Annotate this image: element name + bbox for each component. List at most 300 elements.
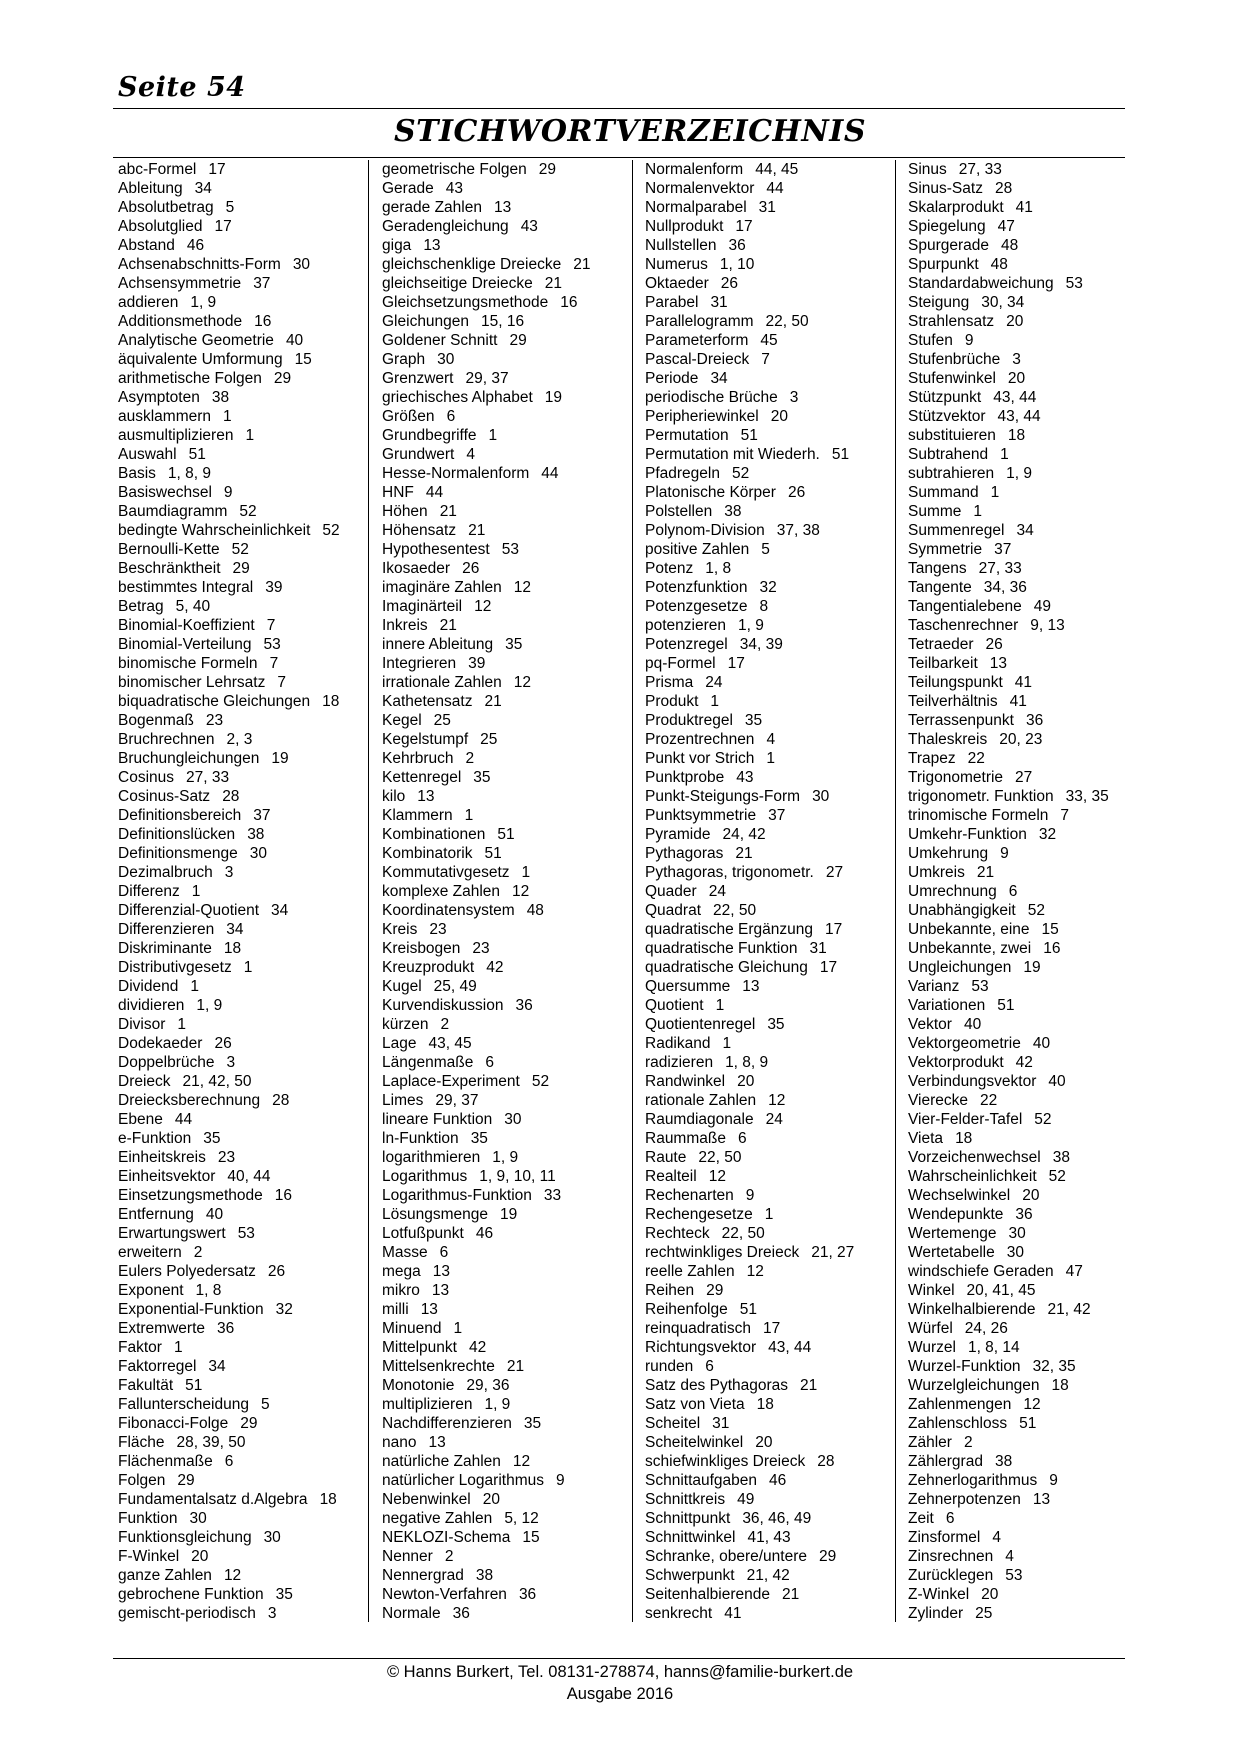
page-reference: 1 [766, 750, 776, 767]
index-term: mega [382, 1263, 421, 1280]
index-entry [908, 597, 1170, 616]
index-term: Funktionsgleichung [118, 1529, 252, 1546]
index-entry [645, 958, 907, 977]
index-entry [382, 293, 644, 312]
page-reference: 27 [825, 864, 844, 881]
page-reference: 6 [705, 1358, 714, 1375]
page-reference: 9, 13 [1030, 617, 1065, 634]
index-term: natürlicher Logarithmus [382, 1472, 544, 1489]
footer-copyright: © Hanns Burkert, Tel. 08131-278874, hanns@familie-burkert.de [386, 1663, 854, 1681]
index-entry [382, 1015, 644, 1034]
index-term: Stützpunkt [908, 389, 982, 406]
page-reference: 48 [1001, 237, 1019, 254]
page-reference: 46 [186, 237, 205, 254]
index-term: Reihenfolge [645, 1301, 728, 1318]
index-column-1 [118, 160, 380, 1623]
index-term: Vektorprodukt [908, 1054, 1004, 1071]
page-reference: 38 [1052, 1149, 1070, 1166]
index-entry [908, 1452, 1170, 1471]
page-reference: 1 [488, 427, 498, 444]
page-reference: 2 [440, 1016, 450, 1033]
page-reference: 36, 46, 49 [742, 1510, 812, 1527]
index-entry [382, 1186, 644, 1205]
index-term: Ableitung [118, 180, 183, 197]
index-entry [382, 1528, 644, 1547]
index-term: multiplizieren [382, 1396, 473, 1413]
index-term: Cosinus [118, 769, 174, 786]
index-term: lineare Funktion [382, 1111, 493, 1128]
index-entry [645, 1034, 907, 1053]
index-entry [908, 1528, 1170, 1547]
index-term: Kugel [382, 978, 422, 995]
index-entry [908, 1262, 1170, 1281]
index-term: Prozentrechnen [645, 731, 755, 748]
page-reference: 41 [1014, 674, 1033, 691]
index-entry [118, 179, 380, 198]
page-reference: 12 [746, 1263, 764, 1280]
page-reference: 1 [715, 997, 725, 1014]
index-entry [118, 236, 380, 255]
index-term: rationale Zahlen [645, 1092, 757, 1109]
index-term: Produkt [645, 693, 699, 710]
index-term: schiefwinkliges Dreieck [645, 1453, 806, 1470]
page-reference: 9 [555, 1472, 565, 1489]
index-term: Reihen [645, 1282, 695, 1299]
page-reference: 37 [253, 807, 271, 824]
index-term: Z-Winkel [908, 1586, 970, 1603]
page-reference: 39 [265, 579, 283, 596]
index-entry [645, 464, 907, 483]
index-entry [645, 293, 907, 312]
index-term: Zinsrechnen [908, 1548, 994, 1565]
index-entry [908, 1471, 1170, 1490]
index-term: Lotfußpunkt [382, 1225, 464, 1242]
index-term: Betrag [118, 598, 164, 615]
index-term: Inkreis [382, 617, 428, 634]
index-term: Grundbegriffe [382, 427, 477, 444]
index-term: Steigung [908, 294, 970, 311]
index-entry [118, 1186, 380, 1205]
page-reference: 9 [964, 332, 974, 349]
index-entry [118, 464, 380, 483]
page-reference: 38 [475, 1567, 494, 1584]
page-reference: 51 [997, 997, 1015, 1014]
page-reference: 47 [997, 218, 1015, 235]
index-entry [908, 1319, 1170, 1338]
page-reference: 1, 10 [719, 256, 755, 273]
page-reference: 17 [825, 921, 843, 938]
index-entry [645, 1167, 907, 1186]
page-reference: 3 [267, 1605, 277, 1622]
index-entry [908, 939, 1170, 958]
page-reference: 1 [191, 883, 201, 900]
index-entry [908, 1072, 1170, 1091]
index-term: Verbindungsvektor [908, 1073, 1037, 1090]
index-term: Koordinatensystem [382, 902, 515, 919]
page-reference: 21 [439, 503, 457, 520]
page-reference: 16 [274, 1187, 293, 1204]
index-term: Grundwert [382, 446, 455, 463]
index-entry [382, 1471, 644, 1490]
index-entry [908, 692, 1170, 711]
page-reference: 32 [275, 1301, 293, 1318]
page-reference: 1 [243, 959, 253, 976]
page-reference: 20 [482, 1491, 500, 1508]
index-entry [382, 939, 644, 958]
index-term: Oktaeder [645, 275, 709, 292]
page-reference: 29 [706, 1282, 724, 1299]
index-term: Taschenrechner [908, 617, 1019, 634]
index-entry [645, 1395, 907, 1414]
page-reference: 51 [1019, 1415, 1037, 1432]
page-reference: 41 [1015, 199, 1033, 216]
index-term: Zurücklegen [908, 1567, 994, 1584]
index-term: Differenzieren [118, 921, 215, 938]
index-entry [118, 920, 380, 939]
page-reference: 13 [432, 1263, 451, 1280]
index-entry [645, 654, 907, 673]
index-entry [118, 1167, 380, 1186]
page-reference: 12 [474, 598, 492, 615]
page-reference: 53 [237, 1225, 255, 1242]
page-reference: 19 [500, 1206, 518, 1223]
index-term: Vier-Felder-Tafel [908, 1111, 1023, 1128]
page-reference: 7 [269, 655, 279, 672]
index-entry [908, 635, 1170, 654]
index-term: Erwartungswert [118, 1225, 226, 1242]
index-term: Kombinationen [382, 826, 486, 843]
page-reference: 43, 44 [993, 389, 1037, 406]
page-reference: 29 [538, 161, 556, 178]
index-entry [382, 1433, 644, 1452]
index-entry [382, 407, 644, 426]
index-term: Schranke, obere/untere [645, 1548, 807, 1565]
index-term: Produktregel [645, 712, 733, 729]
page-reference: 33, 35 [1065, 788, 1109, 805]
page-reference: 22 [980, 1092, 998, 1109]
index-entry [382, 1224, 644, 1243]
index-term: Kurvendiskussion [382, 997, 504, 1014]
index-term: Raummaße [645, 1130, 726, 1147]
index-entry [645, 920, 907, 939]
index-term: bedingte Wahrscheinlichkeit [118, 522, 311, 539]
index-entry [382, 1414, 644, 1433]
page-reference: 5, 40 [175, 598, 211, 615]
index-entry [645, 863, 907, 882]
index-term: griechisches Alphabet [382, 389, 533, 406]
page-reference: 6 [945, 1510, 955, 1527]
index-term: Definitionsbereich [118, 807, 242, 824]
index-entry [382, 1566, 644, 1585]
index-entry [118, 1148, 380, 1167]
index-entry [382, 1243, 644, 1262]
index-column-4 [908, 160, 1170, 1623]
page-reference: 13 [742, 978, 760, 995]
index-entry [908, 445, 1170, 464]
index-term: Schnittwinkel [645, 1529, 736, 1546]
index-term: Kegel [382, 712, 422, 729]
page-reference: 1, 9 [484, 1396, 511, 1413]
index-entry [118, 1433, 380, 1452]
index-entry [118, 198, 380, 217]
index-term: subtrahieren [908, 465, 995, 482]
index-term: Trapez [908, 750, 956, 767]
index-entry [382, 521, 644, 540]
index-entry [382, 559, 644, 578]
index-entry [645, 160, 907, 179]
index-entry [645, 1262, 907, 1281]
index-entry [382, 1509, 644, 1528]
index-entry [118, 806, 380, 825]
index-entry [645, 445, 907, 464]
index-entry [382, 901, 644, 920]
page-reference: 23 [429, 921, 447, 938]
index-term: Radikand [645, 1035, 711, 1052]
index-entry [908, 920, 1170, 939]
index-term: dividieren [118, 997, 185, 1014]
page-reference: 19 [271, 750, 289, 767]
page-reference: 25, 49 [433, 978, 477, 995]
index-term: Basiswechsel [118, 484, 212, 501]
index-term: Achsensymmetrie [118, 275, 242, 292]
index-term: Quadrat [645, 902, 702, 919]
index-term: Kreuzprodukt [382, 959, 475, 976]
page-reference: 36 [452, 1605, 470, 1622]
index-term: positive Zahlen [645, 541, 750, 558]
index-entry [382, 578, 644, 597]
index-term: Zinsformel [908, 1529, 981, 1546]
index-term: Wurzel-Funktion [908, 1358, 1021, 1375]
page-reference: 24 [708, 883, 726, 900]
page-reference: 13 [417, 788, 435, 805]
page-reference: 3 [1012, 351, 1021, 368]
index-entry [382, 730, 644, 749]
page-reference: 52 [1034, 1111, 1052, 1128]
page-reference: 21, 42 [746, 1567, 790, 1584]
index-term: innere Ableitung [382, 636, 494, 653]
page-reference: 52 [322, 522, 340, 539]
page-reference: 27, 33 [186, 769, 230, 786]
index-entry [118, 749, 380, 768]
index-term: gleichseitige Dreiecke [382, 275, 533, 292]
page-reference: 30 [1006, 1244, 1024, 1261]
index-term: Zahlenmengen [908, 1396, 1012, 1413]
index-entry [382, 483, 644, 502]
index-entry [908, 711, 1170, 730]
index-entry [382, 1585, 644, 1604]
page-reference: 27 [1015, 769, 1033, 786]
page-reference: 21 [484, 693, 502, 710]
index-term: Potenz [645, 560, 694, 577]
index-term: Fibonacci-Folge [118, 1415, 229, 1432]
index-entry [118, 1395, 380, 1414]
index-entry [908, 293, 1170, 312]
index-term: abc-Formel [118, 161, 197, 178]
index-term: Lage [382, 1035, 417, 1052]
index-entry [118, 1281, 380, 1300]
index-entry [382, 1091, 644, 1110]
index-entry [645, 711, 907, 730]
page-reference: 36 [217, 1320, 235, 1337]
index-term: Faktorregel [118, 1358, 197, 1375]
index-entry [118, 521, 380, 540]
index-entry [645, 274, 907, 293]
page-reference: 42 [1015, 1054, 1033, 1071]
index-entry [382, 1129, 644, 1148]
index-entry [645, 1357, 907, 1376]
index-entry [382, 1604, 644, 1623]
index-term: Beschränktheit [118, 560, 221, 577]
index-entry [382, 1167, 644, 1186]
index-term: Ikosaeder [382, 560, 451, 577]
page-reference: 53 [501, 541, 519, 558]
page-reference: 20 [1022, 1187, 1040, 1204]
index-entry [908, 1091, 1170, 1110]
page-reference: 34 [194, 180, 212, 197]
index-term: Binomial-Koeffizient [118, 617, 255, 634]
index-entry [118, 673, 380, 692]
index-term: Summand [908, 484, 979, 501]
index-entry [645, 597, 907, 616]
index-entry [908, 426, 1170, 445]
index-entry [908, 1395, 1170, 1414]
index-entry [908, 1205, 1170, 1224]
index-entry [645, 730, 907, 749]
page-reference: 7 [277, 674, 286, 691]
index-entry [382, 1034, 644, 1053]
index-term: biquadratische Gleichungen [118, 693, 311, 710]
page-reference: 20 [737, 1073, 755, 1090]
index-term: gebrochene Funktion [118, 1586, 264, 1603]
index-entry [908, 1167, 1170, 1186]
index-term: Summe [908, 503, 962, 520]
index-entry [645, 1509, 907, 1528]
page-reference: 35 [744, 712, 763, 729]
page-reference: 4 [992, 1529, 1001, 1546]
index-term: Einheitsvektor [118, 1168, 216, 1185]
index-entry [645, 977, 907, 996]
index-entry [908, 1110, 1170, 1129]
page-reference: 23 [472, 940, 490, 957]
page-reference: 40 [205, 1206, 224, 1223]
index-term: Wechselwinkel [908, 1187, 1011, 1204]
index-term: mikro [382, 1282, 420, 1299]
index-entry [118, 635, 380, 654]
page-reference: 30 [437, 351, 455, 368]
index-entry [908, 977, 1170, 996]
index-entry [382, 369, 644, 388]
index-term: Summenregel [908, 522, 1005, 539]
index-entry [908, 1129, 1170, 1148]
index-term: Nebenwinkel [382, 1491, 471, 1508]
page-reference: 44 [425, 484, 444, 501]
index-entry [908, 369, 1170, 388]
page-reference: 29, 36 [466, 1377, 510, 1394]
index-entry [118, 426, 380, 445]
page-reference: 27, 33 [958, 161, 1002, 178]
page-reference: 6 [737, 1130, 747, 1147]
index-term: Parallelogramm [645, 313, 754, 330]
page-reference: 28 [994, 180, 1013, 197]
index-term: potenzieren [645, 617, 727, 634]
page-reference: 13 [431, 1282, 450, 1299]
page-reference: 15 [294, 351, 312, 368]
page-reference: 38 [724, 503, 742, 520]
index-entry [908, 540, 1170, 559]
index-term: Permutation mit Wiederh. [645, 446, 820, 463]
title-rule [113, 157, 1125, 158]
index-entry [382, 749, 644, 768]
index-entry [645, 179, 907, 198]
index-term: Variationen [908, 997, 986, 1014]
footer-rule [113, 1658, 1125, 1659]
index-entry [382, 920, 644, 939]
index-entry [382, 1110, 644, 1129]
index-term: Gleichungen [382, 313, 470, 330]
index-term: Subtrahend [908, 446, 989, 463]
index-entry [908, 464, 1170, 483]
index-entry [382, 1490, 644, 1509]
page-reference: 49 [737, 1491, 755, 1508]
index-term: senkrecht [645, 1605, 713, 1622]
index-entry [645, 1528, 907, 1547]
index-term: Pfadregeln [645, 465, 720, 482]
index-term: Unabhängigkeit [908, 902, 1016, 919]
index-term: Exponent [118, 1282, 184, 1299]
page-reference: 30 [812, 788, 830, 805]
page-reference: 20, 23 [999, 731, 1043, 748]
index-term: Mittelsenkrechte [382, 1358, 495, 1375]
index-term: Differenz [118, 883, 180, 900]
page-reference: 16 [1043, 940, 1061, 957]
page-reference: 46 [475, 1225, 494, 1242]
index-term: Definitionslücken [118, 826, 236, 843]
index-entry [382, 1376, 644, 1395]
index-term: Potenzgesetze [645, 598, 748, 615]
index-term: Newton-Verfahren [382, 1586, 507, 1603]
page-reference: 1 [453, 1320, 463, 1337]
page-reference: 21 [439, 617, 457, 634]
page-reference: 37 [253, 275, 271, 292]
index-term: komplexe Zahlen [382, 883, 501, 900]
page-reference: 53 [1005, 1567, 1023, 1584]
page-reference: 2 [193, 1244, 203, 1261]
index-term: Graph [382, 351, 426, 368]
index-term: Kehrbruch [382, 750, 454, 767]
index-term: Satz des Pythagoras [645, 1377, 789, 1394]
index-term: Realteil [645, 1168, 697, 1185]
page-reference: 5, 12 [504, 1510, 539, 1527]
index-entry [645, 483, 907, 502]
page-reference: 29 [273, 370, 292, 387]
page-reference: 20 [770, 408, 788, 425]
index-entry [382, 540, 644, 559]
index-entry [908, 1186, 1170, 1205]
page-reference: 2 [444, 1548, 454, 1565]
index-term: logarithmieren [382, 1149, 481, 1166]
page-reference: 38 [247, 826, 265, 843]
page-reference: 24, 42 [722, 826, 766, 843]
index-entry [645, 217, 907, 236]
page-reference: 47 [1065, 1263, 1083, 1280]
index-entry [382, 1357, 644, 1376]
index-term: Analytische Geometrie [118, 332, 274, 349]
index-entry [118, 863, 380, 882]
index-entry [382, 996, 644, 1015]
index-term: negative Zahlen [382, 1510, 493, 1527]
index-term: irrationale Zahlen [382, 674, 502, 691]
page-reference: 32 [1038, 826, 1057, 843]
